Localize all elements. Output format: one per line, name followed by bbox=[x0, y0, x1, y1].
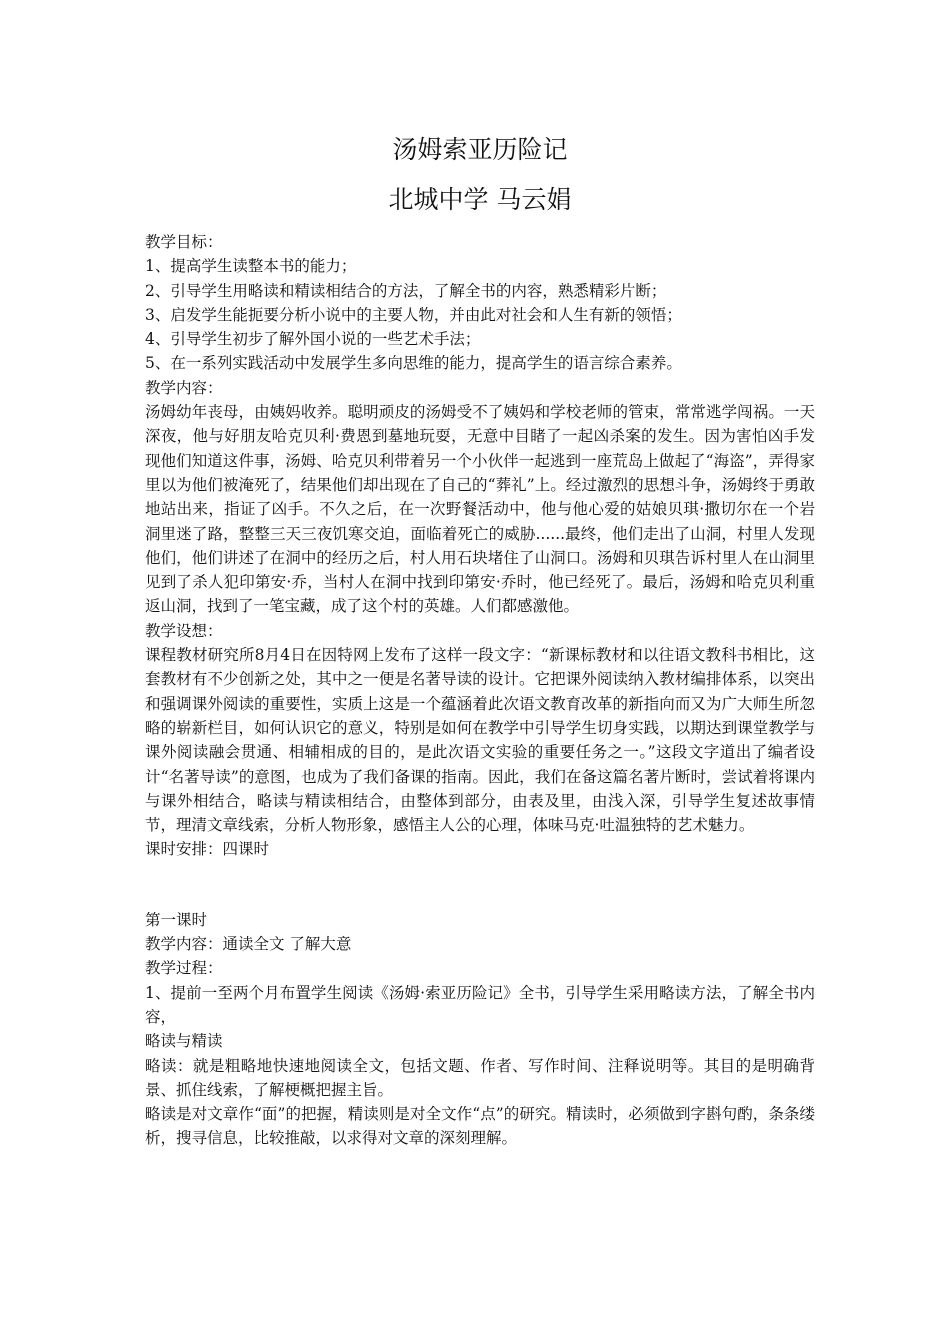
author-line: 北城中学 马云娟 bbox=[388, 185, 572, 214]
content-heading: 教学内容： bbox=[145, 378, 223, 397]
design-heading: 教学设想： bbox=[145, 621, 223, 640]
lesson1-heading: 第一课时 bbox=[145, 910, 208, 929]
section-spacer bbox=[145, 862, 815, 908]
goals-heading: 教学目标： bbox=[145, 233, 223, 251]
document-title: 汤姆索亚历险记 bbox=[392, 135, 568, 164]
goal-item-1: 1、提高学生读整本书的能力； bbox=[145, 257, 357, 276]
content-paragraph: 汤姆幼年丧母，由姨妈收养。聪明顽皮的汤姆受不了姨妈和学校老师的管束，常常逃学闯祸。一天深夜，他与好朋友哈克贝利·费恩到墓地玩耍，无意中目睹了一起凶杀案的发生。因为害怕凶手发现他们知道这件事，汤姆、哈克贝利带着另一个小伙伴一起逃到一座荒岛上做起了“海盗”，弄得家里以为他们被淹死了，结果他们却出现在了自己的“葬礼”上。经过激烈的思想斗争，汤姆终于勇敢地站出来，指证了凶手。不久之后，在一次野餐活动中，他与他心爱的姑娘贝琪·撒切尔在一个岩洞里迷了路，整整三天三夜饥寒交迫，面临着死亡的威胁......最终，他们走出了山洞，村里人发现他们，他们讲述了在洞中的经历之后，村人用石块堵住了山洞口。汤姆和贝琪告诉村里人在山洞里见到了杀人犯印第安·乔，当村人在洞中找到印第安·乔时，他已经死了。最后，汤姆和哈克贝利重返山洞，找到了一笔宝藏，成了这个村的英雄。人们都感激他。 bbox=[145, 403, 815, 616]
lesson1-subheading: 略读与精读 bbox=[145, 1032, 223, 1051]
goal-item-3: 3、启发学生能扼要分析小说中的主要人物，并由此对社会和人生有新的领悟； bbox=[145, 305, 682, 324]
schedule-line: 课时安排：四课时 bbox=[145, 840, 270, 859]
goal-item-2: 2、引导学生用略读和精读相结合的方法，了解全书的内容，熟悉精彩片断； bbox=[145, 281, 667, 300]
document-page bbox=[145, 132, 815, 1151]
lesson1-content: 教学内容：通读全文 了解大意 bbox=[145, 935, 352, 954]
lesson1-skim-paragraph: 略读：就是粗略地快速地阅读全文，包括文题、作者、写作时间、注释说明等。其目的是明确背景、抓住线索，了解梗概把握主旨。 bbox=[145, 1056, 815, 1099]
lesson1-step1: 1、提前一至两个月布置学生阅读《汤姆·索亚历险记》全书，引导学生采用略读方法，了解全书内容， bbox=[145, 983, 815, 1026]
lesson1-process-heading: 教学过程： bbox=[145, 959, 223, 978]
design-paragraph: 课程教材研究所8月4日在因特网上发布了这样一段文字：“新课标教材和以往语文教科书相比，这套教材有不少创新之处，其中之一便是名著导读的设计。它把课外阅读纳入教材编排体系，以突出和强调课外阅读的重要性，实质上这是一个蕴涵着此次语文教育改革的新指向而又为广大师生所忽略的崭新栏目，如何认识它的意义，特别是如何在教学中引导学生切身实践，以期达到课堂教学与课外阅读融会贯通、相辅相成的目的，是此次语文实验的重要任务之一。”这段文字道出了编者设计“名著导读”的意图，也成为了我们备课的指南。因此，我们在备这篇名著片断时，尝试着将课内与课外相结合，略读与精读相结合，由整体到部分，由表及里，由浅入深，引导学生复述故事情节，理清文章线索，分析人物形象，感悟主人公的心理，体味马克·吐温独特的艺术魅力。 bbox=[145, 646, 815, 835]
goal-item-4: 4、引导学生初步了解外国小说的一些艺术手法； bbox=[145, 330, 481, 349]
goal-item-5: 5、在一系列实践活动中发展学生多向思维的能力，提高学生的语言综合素养。 bbox=[145, 354, 682, 373]
lesson1-compare-paragraph: 略读是对文章作“面”的把握，精读则是对全文作“点”的研究。精读时，必须做到字斟句酌，条条缕析，搜寻信息，比较推敲，以求得对文章的深刻理解。 bbox=[145, 1105, 815, 1148]
